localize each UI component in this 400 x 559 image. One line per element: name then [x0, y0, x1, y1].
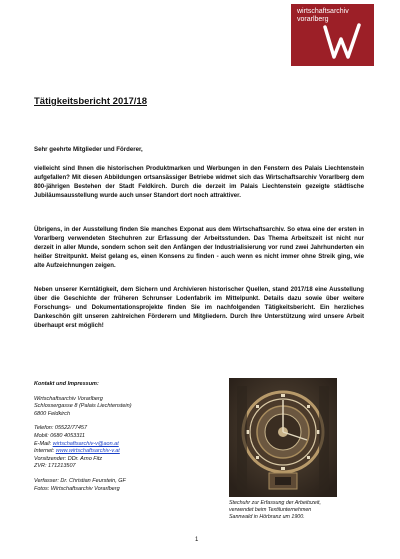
email-link[interactable]: wirtschaftsarchiv-v@aon.at: [52, 440, 119, 447]
logo: [291, 4, 374, 66]
logo-line-2: vorarlberg: [297, 16, 329, 23]
paragraph-3: Neben unserer Kerntätigkeit, dem Sichern und Archivieren historischer Quellen, stand 2017/18 eine Ausstellung über die Geschichte der früheren Schrunser Lodenfabrik im Mittelpunkt. Details dazu sowie über weitere Forschungs- und Dokumentationsprojekte finden Sie im nachfolgenden Tätigkeitsbericht. Ein herzliches Dankeschön gilt unseren zahlreichen Förderern und Mitgliedern. Durch Ihre Unterstützung wird unsere Arbeit überhaupt erst möglich!: [34, 286, 364, 329]
contact-author: Verfasser: Dr. Christian Feurstein, GF: [34, 477, 126, 484]
photo-caption: [229, 500, 354, 522]
internet-label: Internet:: [34, 448, 56, 455]
contact-city: 6800 Feldkirch: [34, 410, 71, 417]
contact-org: Wirtschaftsarchiv Vorarlberg: [34, 395, 103, 402]
time-clock-photo: [229, 378, 337, 497]
contact-photos: Fotos: Wirtschaftsarchiv Vorarlberg: [34, 485, 120, 492]
paragraph-1: vielleicht sind Ihnen die historischen Produktmarken und Werbungen in den Fenstern des Palais Liechtenstein aufgefallen? Mit diesen Abbildungen ortsansässiger Betriebe widmet sich das Wirtschaftsarchiv Vorarlberg dem 800-jährigen Bestehen der Stadt Feldkirch. Durch die derzeit im Palais Liechtenstein gezeigte städtische Jubiläumsausstellung wurde auch unser Standort dort noch attraktiver.: [34, 165, 364, 199]
internet-link[interactable]: www.wirtschaftsarchiv-v.at: [55, 448, 120, 455]
contact-email-row: [34, 441, 224, 449]
contact-phone: Telefon: 05522/77457: [34, 425, 88, 432]
caption-line-3: Sannwald in Hörbranz um 1900.: [229, 514, 305, 521]
caption-line-2: verwendet beim Textilunternehmen: [229, 507, 312, 514]
contact-zvr: ZVR: 171213507: [34, 463, 76, 470]
paragraph-2: Übrigens, in der Ausstellung finden Sie manches Exponat aus dem Wirtschaftsarchiv. So etwa eine der ersten in Vorarlberg verwendeten Stechuhren zur Erfassung der Arbeitsstunden. Das Thema Arbeitszeit ist nicht nur derzeit in aller Munde, sondern schon seit den Anfängen der Industrialisierung vor rund zwei Jahrhunderten ein heißer Streitpunkt. Meist gelang es, einen Konsens zu finden - auch wenn es nicht immer ohne Streik ging, wie alte Aufzeichnungen zeigen.: [34, 226, 364, 269]
contact-heading: Kontakt und Impressum:: [34, 381, 99, 387]
contact-internet-row: [34, 448, 224, 456]
w-mark-icon: [321, 21, 363, 63]
logo-line-1: wirtschaftsarchiv: [297, 8, 349, 15]
contact-chair: Vorsitzender: DDr. Arno Fitz: [34, 455, 103, 462]
email-label: E-Mail:: [34, 440, 53, 447]
page-title: Tätigkeitsbericht 2017/18: [34, 96, 147, 107]
greeting: Sehr geehrte Mitglieder und Förderer,: [34, 146, 143, 153]
contact-mobile: Mobil: 0680 4053311: [34, 432, 85, 439]
page-number: 1: [195, 537, 199, 543]
contact-street: Schlossergasse 8 (Palais Liechtenstein): [34, 403, 132, 410]
contact-block: [34, 381, 224, 493]
time-clock-image: [229, 378, 337, 497]
caption-line-1: Stechuhr zur Erfassung der Arbeitszeit,: [229, 500, 321, 506]
